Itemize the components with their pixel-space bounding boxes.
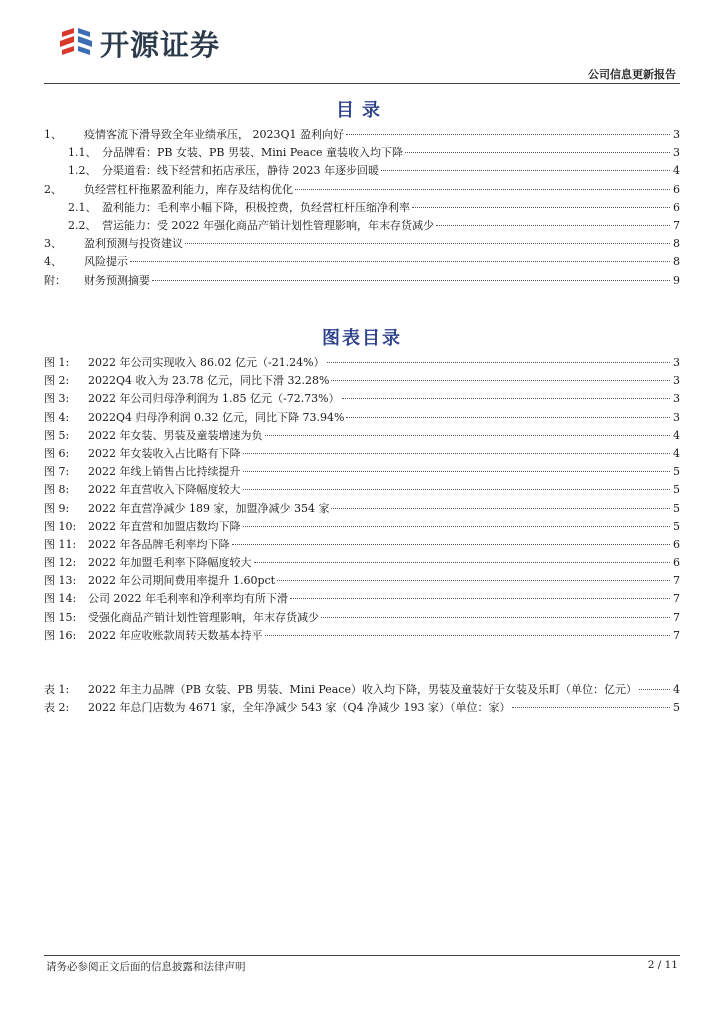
figure-entry[interactable] [44, 445, 680, 463]
toc-entry-number: 1、 [44, 128, 62, 141]
dot-leader [405, 152, 670, 153]
brand-name: 开源证券 [100, 27, 221, 62]
figure-entry-label [44, 390, 340, 406]
figure-entry-label [44, 445, 241, 461]
dot-leader [342, 398, 670, 399]
figure-entry-text: 2022 年各品牌毛利率均下降 [88, 537, 230, 551]
toc-entry-number: 2.1、 [68, 200, 97, 214]
figure-entry[interactable] [44, 481, 680, 499]
toc-entry-text: 盈利预测与投资建议 [84, 237, 183, 251]
figure-entry-number: 图 3: [44, 392, 70, 406]
toc-entry-label [44, 126, 344, 142]
figure-entry[interactable] [44, 518, 680, 536]
toc-entry-page: 8 [673, 237, 680, 251]
figure-entry-number: 图 1: [44, 356, 70, 369]
figure-entry-number: 图 7: [44, 465, 70, 479]
figure-entry-text: 2022 年公司实现收入 86.02 亿元（-21.24%） [88, 356, 325, 369]
figure-entry[interactable] [44, 500, 680, 518]
figure-entry-text: 2022Q4 收入为 23.78 亿元，同比下滑 32.28% [88, 374, 330, 388]
figure-entry-text: 2022 年线上销售占比持续提升 [88, 465, 241, 479]
table-entry-page: 5 [673, 701, 680, 715]
toc-entry[interactable] [44, 126, 680, 144]
figure-entry[interactable] [44, 390, 680, 408]
toc-entry[interactable] [44, 272, 680, 290]
dot-leader [295, 189, 670, 190]
toc-entry-number: 4、 [44, 255, 62, 269]
toc-entry-number: 1.1、 [68, 146, 97, 160]
toc-entry-label [68, 217, 434, 233]
figure-entry-page: 5 [673, 519, 680, 533]
dot-leader [243, 453, 671, 454]
figure-entry-page: 3 [673, 356, 680, 369]
toc-entry[interactable] [44, 217, 680, 235]
table-entry-label [44, 699, 510, 715]
dot-leader [639, 689, 670, 690]
figure-entry-page: 6 [673, 537, 680, 551]
figure-entry-page: 7 [673, 574, 680, 588]
toc-entry-text: 疫情客流下滑导致全年业绩承压， 2023Q1 盈利向好 [84, 128, 345, 141]
figure-entry-label [44, 354, 325, 370]
figure-entry-label [44, 590, 288, 606]
toc-entry-page: 9 [673, 273, 680, 287]
footer-divider [44, 955, 680, 956]
footer-disclaimer: 请务必参阅正文后面的信息披露和法律声明 [46, 961, 246, 973]
toc-entry-number: 1.2、 [68, 164, 97, 178]
toc-entry-page: 3 [673, 128, 680, 141]
figure-entry-text: 受强化商品产销计划性管理影响，年末存货减少 [88, 610, 319, 624]
toc-entry[interactable] [44, 162, 680, 180]
dot-leader [254, 562, 671, 563]
brand-mark-icon [56, 24, 96, 62]
dot-leader [130, 261, 670, 262]
dot-leader [331, 508, 670, 509]
figure-entry-label [44, 463, 241, 479]
figure-entry[interactable] [44, 609, 680, 627]
figure-entry-label [44, 518, 241, 534]
figure-entry-number: 图 10: [44, 519, 77, 533]
figure-entry[interactable] [44, 463, 680, 481]
dot-leader [436, 225, 670, 226]
figure-entry[interactable] [44, 627, 680, 645]
figure-entry-number: 图 6: [44, 446, 70, 460]
dot-leader [512, 707, 670, 708]
figure-entry-label [44, 554, 252, 570]
header-divider [44, 83, 680, 84]
tables-list [44, 681, 680, 717]
figure-entry-text: 2022 年应收账款周转天数基本持平 [88, 628, 263, 642]
figure-entry-text: 2022 年直营净减少 189 家，加盟净减少 354 家 [88, 501, 330, 515]
toc-entry-page: 4 [673, 164, 680, 178]
figure-entry-page: 4 [673, 446, 680, 460]
figure-entry-number: 图 2: [44, 374, 70, 388]
figure-entry[interactable] [44, 536, 680, 554]
toc-entry[interactable] [44, 235, 680, 253]
figure-entry-number: 图 11: [44, 537, 77, 551]
figure-entry-text: 2022 年公司期间费用率提升 1.60pct [88, 574, 276, 588]
figure-entry[interactable] [44, 554, 680, 572]
figure-entry-page: 5 [673, 465, 680, 479]
toc-entry-text: 分品牌看：PB 女装、PB 男装、Mini Peace 童装收入均下降 [102, 146, 403, 160]
figure-entry[interactable] [44, 590, 680, 608]
toc-entry[interactable] [44, 181, 680, 199]
table-entry-label [44, 681, 637, 697]
figure-entry-page: 7 [673, 610, 680, 624]
figure-entry-page: 5 [673, 483, 680, 497]
figure-entry-label [44, 427, 263, 443]
toc-entry-number: 3、 [44, 237, 62, 251]
figure-entry[interactable] [44, 354, 680, 372]
toc-entry[interactable] [44, 144, 680, 162]
toc-entry-text: 风险提示 [84, 255, 128, 269]
figure-entry-number: 图 13: [44, 574, 77, 588]
figure-entry-page: 5 [673, 501, 680, 515]
table-entry-page: 4 [673, 683, 680, 696]
figure-entry-label [44, 609, 319, 625]
dot-leader [412, 207, 670, 208]
dot-leader [185, 243, 670, 244]
figure-entry-page: 7 [673, 628, 680, 642]
report-type: 公司信息更新报告 [588, 68, 676, 81]
figure-entry-label [44, 500, 329, 516]
toc-entry-page: 8 [673, 255, 680, 269]
figure-entry-label [44, 372, 329, 388]
figure-entry-number: 图 9: [44, 501, 70, 515]
figure-entry-page: 3 [673, 410, 680, 424]
figure-entry-text: 2022Q4 归母净利润 0.32 亿元，同比下降 73.94% [88, 410, 345, 424]
table-entry-text: 2022 年主力品牌（PB 女装、PB 男装、Mini Peace）收入均下降，男装及童装好于女装及乐町（单位：亿元） [88, 683, 637, 696]
dot-leader [243, 526, 671, 527]
page-number: 2 / 11 [647, 959, 678, 971]
figure-entry-label [44, 536, 230, 552]
dot-leader [265, 635, 671, 636]
figures-title: 图表目录 [322, 328, 402, 349]
figures-list [44, 354, 680, 645]
dot-leader [232, 544, 671, 545]
figure-entry-number: 图 14: [44, 592, 77, 606]
dot-leader [243, 489, 671, 490]
toc-entry-page: 3 [673, 146, 680, 160]
figure-entry-page: 4 [673, 428, 680, 442]
company-logo [56, 22, 220, 64]
figure-entry-number: 图 16: [44, 628, 77, 642]
table-entry[interactable] [44, 681, 680, 699]
dot-leader [327, 362, 670, 363]
figure-entry-number: 图 5: [44, 428, 70, 442]
figure-entry-text: 公司 2022 年毛利率和净利率均有所下滑 [88, 592, 288, 606]
figure-entry-label [44, 481, 241, 497]
toc-entry-label [68, 199, 410, 215]
figure-entry[interactable] [44, 427, 680, 445]
figure-entry-number: 图 8: [44, 483, 70, 497]
toc-entry-label [68, 162, 379, 178]
figure-entry-label [44, 627, 263, 643]
figure-entry-number: 图 4: [44, 410, 70, 424]
figure-entry[interactable] [44, 409, 680, 427]
toc-entry[interactable] [44, 199, 680, 217]
dot-leader [321, 617, 670, 618]
figure-entry-label [44, 409, 344, 425]
toc-list [44, 126, 680, 290]
toc-entry-label [44, 272, 150, 288]
toc-entry-page: 6 [673, 200, 680, 214]
dot-leader [290, 598, 670, 599]
figure-entry-label [44, 572, 275, 588]
toc-title: 目录 [336, 100, 388, 121]
figure-entry-number: 图 12: [44, 556, 77, 570]
toc-entry-text: 分渠道看：线下经营和拓店承压，静待 2023 年逐步回暖 [102, 164, 379, 178]
figure-entry-page: 3 [673, 392, 680, 406]
figure-entry-text: 2022 年直营和加盟店数均下降 [88, 519, 241, 533]
figure-entry-page: 3 [673, 374, 680, 388]
dot-leader [152, 280, 670, 281]
toc-entry-number: 2、 [44, 182, 62, 196]
toc-entry-label [44, 181, 293, 197]
figure-entry-text: 2022 年公司归母净利润为 1.85 亿元（-72.73%） [88, 392, 340, 406]
table-entry[interactable] [44, 699, 680, 717]
figure-entry-text: 2022 年直营收入下降幅度较大 [88, 483, 241, 497]
dot-leader [346, 417, 670, 418]
dot-leader [381, 170, 670, 171]
figure-entry[interactable] [44, 372, 680, 390]
table-entry-number: 表 2: [44, 701, 70, 715]
toc-entry-number: 2.2、 [68, 218, 97, 232]
dot-leader [265, 435, 671, 436]
toc-entry-label [44, 253, 128, 269]
toc-entry-label [68, 144, 403, 160]
toc-entry-text: 财务预测摘要 [84, 273, 150, 287]
dot-leader [331, 380, 670, 381]
figure-entry-page: 7 [673, 592, 680, 606]
table-entry-text: 2022 年总门店数为 4671 家，全年净减少 543 家（Q4 净减少 193 家）（单位：家） [88, 701, 511, 715]
dot-leader [346, 134, 670, 135]
figure-entry-page: 6 [673, 556, 680, 570]
toc-entry-text: 营运能力：受 2022 年强化商品产销计划性管理影响，年末存货减少 [102, 218, 434, 232]
figure-entry-text: 2022 年女装收入占比略有下降 [88, 446, 241, 460]
toc-entry-page: 6 [673, 182, 680, 196]
table-entry-number: 表 1: [44, 683, 70, 696]
figure-entry-text: 2022 年女装、男装及童装增速为负 [88, 428, 263, 442]
toc-entry-text: 盈利能力：毛利率小幅下降，积极控费，负经营杠杆压缩净利率 [102, 200, 410, 214]
dot-leader [243, 471, 671, 472]
figure-entry[interactable] [44, 572, 680, 590]
figure-entry-number: 图 15: [44, 610, 77, 624]
toc-entry-text: 负经营杠杆拖累盈利能力，库存及结构优化 [84, 182, 293, 196]
figure-entry-text: 2022 年加盟毛利率下降幅度较大 [88, 556, 252, 570]
toc-entry-label [44, 235, 183, 251]
toc-entry-page: 7 [673, 218, 680, 232]
toc-entry[interactable] [44, 253, 680, 271]
toc-entry-number: 附： [44, 273, 66, 287]
dot-leader [277, 580, 670, 581]
